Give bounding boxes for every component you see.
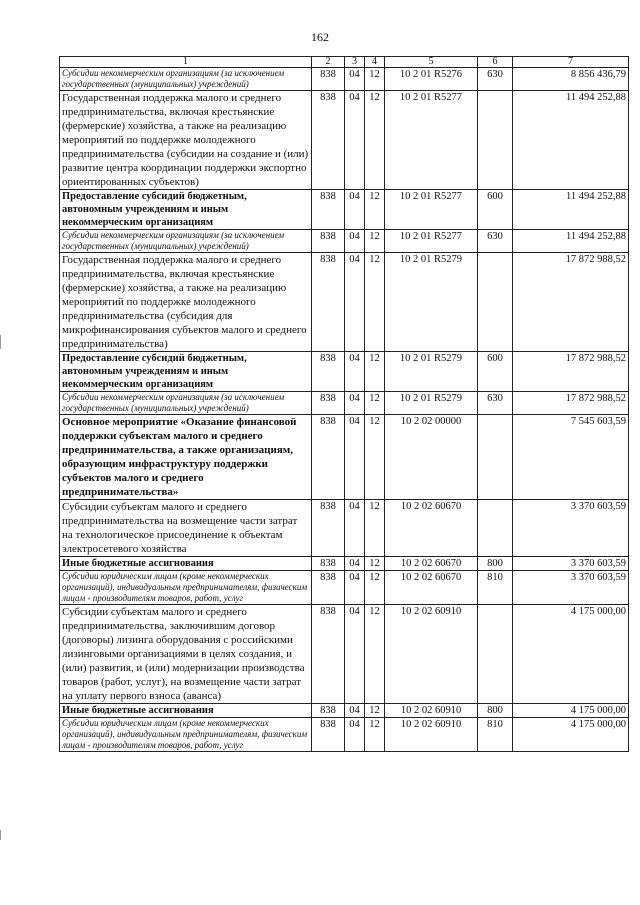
row-amount: 7 545 603,59 (513, 415, 629, 500)
row-subsection-code: 12 (365, 571, 385, 605)
column-header: 2 (312, 57, 345, 68)
column-header: 1 (60, 57, 312, 68)
row-name: Субсидии некоммерческим организациям (за исключением государственных (муниципальных) учреждений) (60, 230, 312, 253)
table-row (60, 91, 629, 190)
row-section-code: 04 (345, 557, 365, 571)
row-section-code: 04 (345, 500, 365, 557)
row-expense-type: 600 (478, 352, 513, 392)
row-admin-code: 838 (312, 704, 345, 718)
page-number: 162 (311, 30, 329, 44)
row-expense-type: 810 (478, 718, 513, 752)
row-expense-type (478, 605, 513, 704)
row-target-article: 10 2 02 60670 (385, 571, 478, 605)
row-section-code: 04 (345, 571, 365, 605)
row-subsection-code: 12 (365, 605, 385, 704)
row-amount: 4 175 000,00 (513, 704, 629, 718)
row-name: Основное мероприятие «Оказание финансовой поддержки субъектам малого и среднего предпринимательства, а также организациям, образующим инфраструктуру поддержки субъектов малого и среднего предпринимательства» (60, 415, 312, 500)
row-subsection-code: 12 (365, 190, 385, 230)
row-name: Предоставление субсидий бюджетным, автономным учреждениям и иным некоммерческим организациям (60, 352, 312, 392)
row-target-article: 10 2 02 60910 (385, 718, 478, 752)
row-expense-type: 810 (478, 571, 513, 605)
row-admin-code: 838 (312, 557, 345, 571)
row-admin-code: 838 (312, 253, 345, 352)
row-target-article: 10 2 02 00000 (385, 415, 478, 500)
row-subsection-code: 12 (365, 253, 385, 352)
table-row (60, 718, 629, 752)
column-header: 3 (345, 57, 365, 68)
row-amount: 4 175 000,00 (513, 605, 629, 704)
row-admin-code: 838 (312, 718, 345, 752)
row-subsection-code: 12 (365, 415, 385, 500)
row-subsection-code: 12 (365, 500, 385, 557)
column-header: 6 (478, 57, 513, 68)
row-expense-type (478, 415, 513, 500)
row-section-code: 04 (345, 352, 365, 392)
row-name: Субсидии некоммерческим организациям (за исключением государственных (муниципальных) учреждений) (60, 68, 312, 91)
margin-mark (0, 335, 1, 349)
row-subsection-code: 12 (365, 352, 385, 392)
row-admin-code: 838 (312, 352, 345, 392)
table-header-row (60, 57, 629, 68)
row-target-article: 10 2 01 R5279 (385, 352, 478, 392)
row-subsection-code: 12 (365, 704, 385, 718)
row-expense-type: 630 (478, 392, 513, 415)
row-subsection-code: 12 (365, 68, 385, 91)
table-row (60, 190, 629, 230)
row-section-code: 04 (345, 704, 365, 718)
row-admin-code: 838 (312, 190, 345, 230)
table-row (60, 557, 629, 571)
row-name: Субсидии некоммерческим организациям (за исключением государственных (муниципальных) учреждений) (60, 392, 312, 415)
row-expense-type: 800 (478, 704, 513, 718)
row-admin-code: 838 (312, 91, 345, 190)
row-target-article: 10 2 01 R5277 (385, 230, 478, 253)
margin-mark (0, 830, 1, 840)
row-amount: 3 370 603,59 (513, 557, 629, 571)
row-amount: 8 856 436,79 (513, 68, 629, 91)
row-admin-code: 838 (312, 415, 345, 500)
row-target-article: 10 2 01 R5277 (385, 190, 478, 230)
table-row (60, 68, 629, 91)
row-amount: 11 494 252,88 (513, 190, 629, 230)
row-amount: 17 872 988,52 (513, 352, 629, 392)
row-target-article: 10 2 01 R5277 (385, 91, 478, 190)
row-target-article: 10 2 02 60910 (385, 704, 478, 718)
row-name: Субсидии юридическим лицам (кроме некоммерческих организаций), индивидуальным предпринимателям, физическим лицам - производителям товаров, работ, услуг (60, 718, 312, 752)
row-amount: 4 175 000,00 (513, 718, 629, 752)
row-name: Государственная поддержка малого и среднего предпринимательства, включая крестьянские (фермерские) хозяйства, а также на реализацию мероприятий по поддержке молодежного предпринимательства (субсидия для микрофинансирования субъектов малого и среднего предпринимательства) (60, 253, 312, 352)
table-row (60, 230, 629, 253)
row-expense-type (478, 500, 513, 557)
row-amount: 11 494 252,88 (513, 230, 629, 253)
table-row (60, 605, 629, 704)
row-name: Иные бюджетные ассигнования (60, 704, 312, 718)
row-section-code: 04 (345, 718, 365, 752)
row-section-code: 04 (345, 392, 365, 415)
table-row (60, 571, 629, 605)
row-section-code: 04 (345, 253, 365, 352)
row-expense-type (478, 253, 513, 352)
row-section-code: 04 (345, 68, 365, 91)
row-admin-code: 838 (312, 230, 345, 253)
row-expense-type: 630 (478, 68, 513, 91)
row-name: Субсидии юридическим лицам (кроме некоммерческих организаций), индивидуальным предпринимателям, физическим лицам - производителям товаров, работ, услуг (60, 571, 312, 605)
row-section-code: 04 (345, 605, 365, 704)
table-row (60, 253, 629, 352)
row-admin-code: 838 (312, 605, 345, 704)
row-target-article: 10 2 02 60670 (385, 500, 478, 557)
row-admin-code: 838 (312, 68, 345, 91)
row-amount: 17 872 988,52 (513, 392, 629, 415)
row-subsection-code: 12 (365, 230, 385, 253)
row-amount: 17 872 988,52 (513, 253, 629, 352)
row-target-article: 10 2 01 R5276 (385, 68, 478, 91)
row-target-article: 10 2 02 60670 (385, 557, 478, 571)
row-amount: 3 370 603,59 (513, 571, 629, 605)
row-amount: 3 370 603,59 (513, 500, 629, 557)
column-header: 5 (385, 57, 478, 68)
table-row (60, 415, 629, 500)
row-name: Предоставление субсидий бюджетным, автономным учреждениям и иным некоммерческим организациям (60, 190, 312, 230)
column-header: 4 (365, 57, 385, 68)
table-row (60, 704, 629, 718)
row-expense-type: 630 (478, 230, 513, 253)
row-subsection-code: 12 (365, 557, 385, 571)
row-section-code: 04 (345, 230, 365, 253)
row-name: Иные бюджетные ассигнования (60, 557, 312, 571)
row-expense-type: 800 (478, 557, 513, 571)
row-subsection-code: 12 (365, 91, 385, 190)
row-target-article: 10 2 02 60910 (385, 605, 478, 704)
row-amount: 11 494 252,88 (513, 91, 629, 190)
table-row (60, 500, 629, 557)
column-header: 7 (513, 57, 629, 68)
row-name: Субсидии субъектам малого и среднего предпринимательства, заключившим договор (договоры) лизинга оборудования с российскими лизинговыми организациями в целях создания, и (или) развития, и (или) модернизации производства товаров (работ, услуг), на возмещение части затрат на уплату первого взноса (аванса) (60, 605, 312, 704)
table-row (60, 392, 629, 415)
row-expense-type (478, 91, 513, 190)
budget-table (59, 56, 629, 752)
row-admin-code: 838 (312, 392, 345, 415)
row-target-article: 10 2 01 R5279 (385, 392, 478, 415)
row-section-code: 04 (345, 415, 365, 500)
row-name: Государственная поддержка малого и среднего предпринимательства, включая крестьянские (фермерские) хозяйства, а также на реализацию мероприятий по поддержке молодежного предпринимательства (субсидии на создание и (или) развитие центра координации поддержки экспортно ориентированных субъектов) (60, 91, 312, 190)
row-admin-code: 838 (312, 500, 345, 557)
row-section-code: 04 (345, 91, 365, 190)
row-section-code: 04 (345, 190, 365, 230)
row-subsection-code: 12 (365, 392, 385, 415)
table-row (60, 352, 629, 392)
row-name: Субсидии субъектам малого и среднего предпринимательства на возмещение части затрат на технологическое присоединение к объектам электросетевого хозяйства (60, 500, 312, 557)
row-target-article: 10 2 01 R5279 (385, 253, 478, 352)
row-subsection-code: 12 (365, 718, 385, 752)
row-admin-code: 838 (312, 571, 345, 605)
row-expense-type: 600 (478, 190, 513, 230)
